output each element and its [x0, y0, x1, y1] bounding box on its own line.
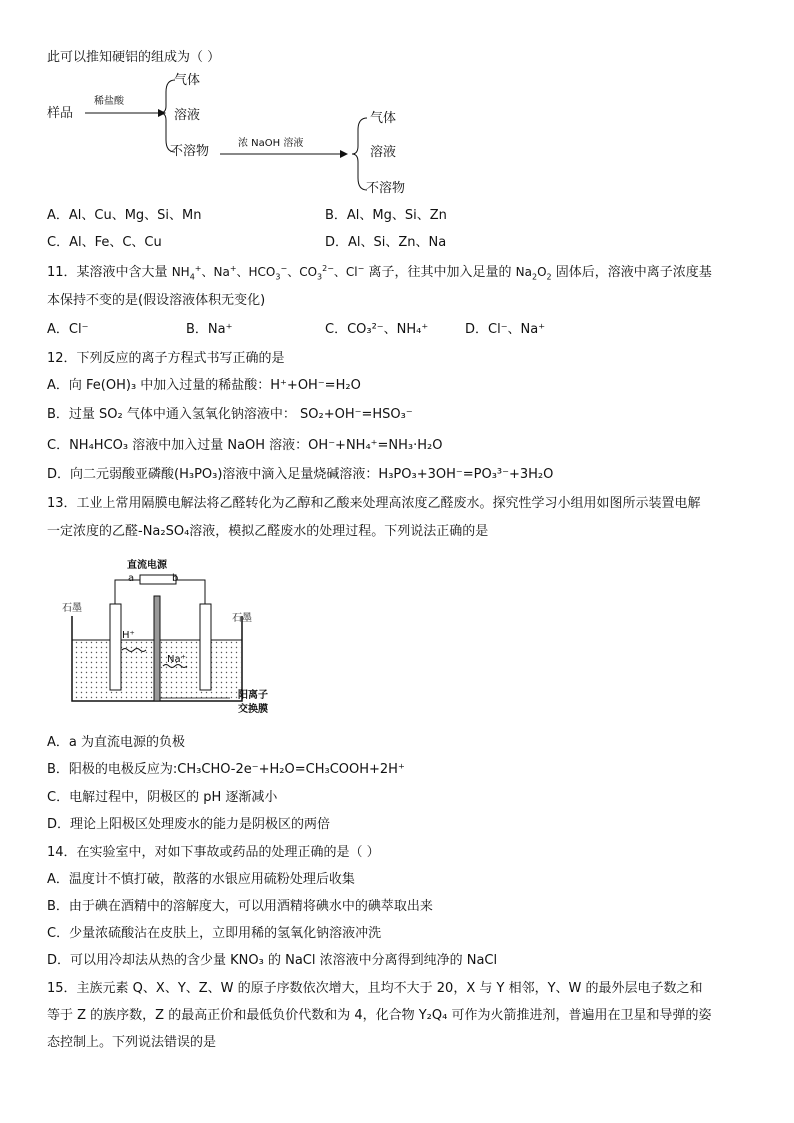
diagram-terminal-b: b — [172, 573, 179, 584]
q11-stem — [47, 263, 712, 282]
q14-option-b: B．由于碘在酒精中的溶解度大，可以用酒精将碘水中的碘萃取出来 — [47, 899, 433, 914]
diagram-membrane-label-1: 阳离子 — [238, 690, 268, 701]
q11-option-b: B．Na⁺ — [186, 322, 233, 337]
flow-r2-insoluble: 不溶物 — [366, 181, 406, 196]
flow-r1-insoluble: 不溶物 — [170, 144, 210, 159]
diagram-right-graphite: 石墨 — [232, 613, 252, 624]
diagram-membrane-label-2: 交换膜 — [238, 704, 268, 715]
q14-option-d: D．可以用冷却法从热的含少量 KNO₃ 的 NaCl 浓溶液中分离得到纯净的 NaCl — [47, 953, 498, 968]
q11-na2o2-formula: $Na_2O_2$ — [515, 265, 552, 282]
diagram-h-ion: H⁺ — [122, 630, 135, 641]
q11-stem-a: 11．某溶液中含大量 — [47, 265, 168, 280]
q12-option-a: A．向 Fe(OH)₃ 中加入过量的稀盐酸：H⁺+OH⁻=H₂O — [47, 378, 361, 393]
q11-option-d: D．Cl⁻、Na⁺ — [465, 322, 546, 337]
q15-stem-line1: 15．主族元素 Q、X、Y、Z、W 的原子序数依次增大，且均不大于 20，X 与 Y 相邻，Y、W 的最外层电子数之和 — [47, 981, 703, 996]
q10-option-c: C．Al、Fe、C、Cu — [47, 235, 162, 250]
q12-option-c: C．NH₄HCO₃ 溶液中加入过量 NaOH 溶液：OH⁻+NH₄⁺=NH₃·H₂O — [47, 438, 443, 453]
flow-r2-solution: 溶液 — [370, 145, 397, 160]
flow-reagent-hcl: 稀盐酸 — [94, 96, 124, 107]
q12-stem: 12．下列反应的离子方程式书写正确的是 — [47, 351, 285, 366]
q13-stem-line1: 13．工业上常用隔膜电解法将乙醛转化为乙醇和乙酸来处理高浓度乙醛废水。探究性学习小组用如图所示装置电解 — [47, 496, 701, 511]
q13-stem-line2: 一定浓度的乙醛-Na₂SO₄溶液，模拟乙醛废水的处理过程。下列说法正确的是 — [47, 524, 489, 539]
flow-r1-solution: 溶液 — [174, 108, 201, 123]
q12-option-d: D．向二元弱酸亚磷酸(H₃PO₃)溶液中滴入足量烧碱溶液：H₃PO₃+3OH⁻=PO₃³⁻+3H₂O — [47, 467, 554, 482]
q10-option-d: D．Al、Si、Zn、Na — [325, 235, 447, 250]
flow-reagent-naoh: 浓 NaOH 溶液 — [238, 138, 304, 149]
q15-stem-line3: 态控制上。下列说法错误的是 — [47, 1035, 217, 1050]
q11-option-c: C．CO₃²⁻、NH₄⁺ — [325, 322, 429, 337]
q15-stem-line2: 等于 Z 的族序数，Z 的最高正价和最低负价代数和为 4，化合物 Y₂Q₄ 可作为火箭推进剂，普遍用在卫星和导弹的姿 — [47, 1008, 712, 1023]
flow-r2-gas: 气体 — [370, 111, 397, 126]
flow-sample: 样品 — [47, 106, 74, 121]
q11-stem-b: 离子，往其中加入足量的 — [368, 265, 512, 280]
diagram-left-graphite: 石墨 — [62, 603, 82, 614]
diagram-terminal-a: a — [128, 573, 135, 584]
q14-option-a: A．温度计不慎打破，散落的水银应用硫粉处理后收集 — [47, 872, 355, 887]
q13-option-b: B．阳极的电极反应为:CH₃CHO-2e⁻+H₂O=CH₃COOH+2H⁺ — [47, 762, 405, 777]
intro-line: 此可以推知硬铝的组成为（ ） — [47, 50, 221, 65]
q10-option-b: B．Al、Mg、Si、Zn — [325, 208, 447, 223]
diagram-power-label: 直流电源 — [127, 560, 167, 571]
q12-option-b: B．过量 SO₂ 气体中通入氢氧化钠溶液中： SO₂+OH⁻=HSO₃⁻ — [47, 407, 413, 422]
flow-r1-gas: 气体 — [174, 73, 201, 88]
q14-stem: 14．在实验室中，对如下事故或药品的处理正确的是（ ） — [47, 845, 380, 860]
q11-option-a: A．Cl⁻ — [47, 322, 89, 337]
q11-stem-c: 固体后，溶液中离子浓度基 — [555, 265, 712, 280]
q11-ions-formula: $NH_4^+$、Na+、$HCO_3^-$、$CO_3^{2-}$、Cl− — [171, 264, 365, 282]
q10-option-a: A．Al、Cu、Mg、Si、Mn — [47, 208, 202, 223]
q13-option-a: A．a 为直流电源的负极 — [47, 735, 185, 750]
q13-option-d: D．理论上阳极区处理废水的能力是阴极区的两倍 — [47, 817, 331, 832]
q14-option-c: C．少量浓硫酸沾在皮肤上，立即用稀的氢氧化钠溶液冲洗 — [47, 926, 382, 941]
diagram-na-ion: Na⁺ — [167, 654, 186, 665]
q13-option-c: C．电解过程中，阴极区的 pH 逐渐减小 — [47, 790, 278, 805]
q11-stem-line2: 本保持不变的是(假设溶液体积无变化) — [47, 293, 266, 308]
